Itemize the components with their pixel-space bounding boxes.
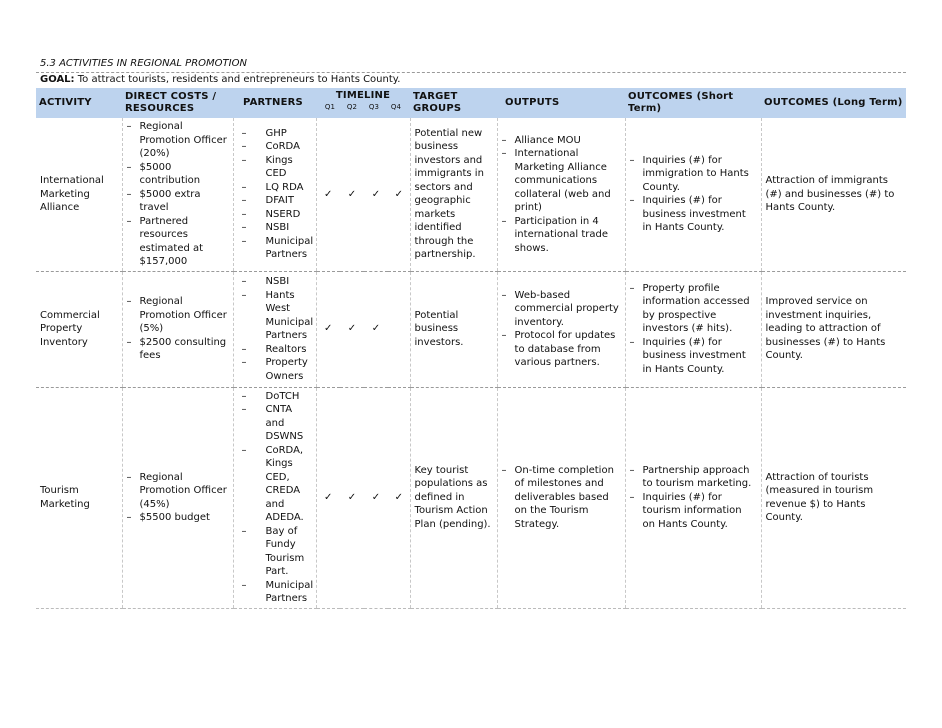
outcome-short-item: – Property profile information accessed by prospective investors (# hits). (630, 282, 757, 336)
partner-item: – NSERD (238, 208, 312, 222)
header-activity: ACTIVITY (36, 88, 122, 118)
cost-item: – $2500 consulting fees (127, 336, 229, 363)
partner-item: – CNTA and DSWNS (238, 403, 312, 444)
goal-divider (36, 72, 906, 73)
partners-cell (233, 387, 316, 608)
output-item: – On-time completion of milestones and deliverables based on the Tourism Strategy. (502, 464, 621, 532)
partner-item: – CoRDA, Kings CED, CREDA and ADEDA. (238, 444, 312, 525)
activity-cell: Commercial Property Inventory (36, 271, 122, 387)
timeline-q1-check (316, 118, 340, 271)
check-icon: ✓ (371, 188, 381, 200)
table-row (36, 271, 906, 387)
partner-item: – Property Owners (238, 356, 312, 383)
cost-item: – Partnered resources estimated at $157,000 (127, 215, 229, 269)
header-q2: Q2 (346, 103, 358, 111)
partner-item: – GHP (238, 127, 312, 141)
cost-item: – Regional Promotion Officer (45%) (127, 471, 229, 512)
check-icon: ✓ (394, 188, 403, 200)
header-timeline (316, 88, 410, 118)
outcomes-short-cell (625, 271, 761, 387)
partner-item: – LQ RDA (238, 181, 312, 195)
outcome-short-item: – Inquiries (#) for tourism information on Hants County. (630, 491, 757, 532)
cost-item: – $5500 budget (127, 511, 229, 525)
outcome-short-item: – Inquiries (#) for business investment in Hants County. (630, 336, 757, 377)
partner-item: – DFAIT (238, 194, 312, 208)
partner-item: – Bay of Fundy Tourism Part. (238, 525, 312, 579)
timeline-q1-check (316, 271, 340, 387)
check-icon: ✓ (347, 323, 357, 335)
output-item: – International Marketing Alliance communications collateral (web and print) (502, 147, 621, 215)
header-q3: Q3 (368, 103, 380, 111)
partner-item: – CoRDA (238, 140, 312, 154)
partner-item: – Hants West Municipal Partners (238, 289, 312, 343)
header-target-groups: TARGET GROUPS (410, 88, 497, 118)
target-groups-cell: Potential new business investors and immigrants in sectors and geographic markets identified through the partnership. (410, 118, 497, 271)
cost-item: – Regional Promotion Officer (5%) (127, 295, 229, 336)
timeline-q4-check (388, 118, 410, 271)
goal-label: GOAL: (40, 74, 75, 85)
timeline-q2-check (340, 271, 364, 387)
goal-statement (40, 74, 400, 85)
partner-item: – Realtors (238, 343, 312, 357)
outcomes-short-cell (625, 387, 761, 608)
header-partners: PARTNERS (233, 88, 316, 118)
cost-item: – Regional Promotion Officer (20%) (127, 120, 229, 161)
timeline-q4-check (388, 387, 410, 608)
header-q4: Q4 (390, 103, 402, 111)
check-icon: ✓ (371, 491, 381, 503)
activity-cell: International Marketing Alliance (36, 118, 122, 271)
output-item: – Protocol for updates to database from various partners. (502, 329, 621, 370)
header-outcomes-short: OUTCOMES (Short Term) (625, 88, 761, 118)
partners-cell (233, 271, 316, 387)
outcome-short-item: – Inquiries (#) for business investment in Hants County. (630, 194, 757, 235)
costs-cell (122, 118, 233, 271)
timeline-q2-check (340, 387, 364, 608)
header-q1: Q1 (324, 103, 336, 111)
timeline-q1-check (316, 387, 340, 608)
output-item: – Web-based commercial property inventory. (502, 289, 621, 330)
check-icon: ✓ (394, 491, 403, 503)
header-costs: DIRECT COSTS / RESOURCES (122, 88, 233, 118)
timeline-q3-check (364, 271, 388, 387)
header-row (36, 88, 906, 118)
check-icon: ✓ (324, 323, 333, 335)
partner-item: – Municipal Partners (238, 579, 312, 606)
partner-item: – Kings CED (238, 154, 312, 181)
cost-item: – $5000 extra travel (127, 188, 229, 215)
cost-item: – $5000 contribution (127, 161, 229, 188)
outputs-cell (497, 271, 625, 387)
goal-text: To attract tourists, residents and entrepreneurs to Hants County. (74, 74, 401, 85)
outcomes-long-cell: Attraction of immigrants (#) and businesses (#) to Hants County. (761, 118, 906, 271)
partner-item: – Municipal Partners (238, 235, 312, 262)
check-icon: ✓ (324, 491, 333, 503)
target-groups-cell: Key tourist populations as defined in Tourism Action Plan (pending). (410, 387, 497, 608)
check-icon: ✓ (347, 491, 357, 503)
outputs-cell (497, 387, 625, 608)
outcomes-long-cell: Improved service on investment inquiries, leading to attraction of businesses (#) to Hants County. (761, 271, 906, 387)
outputs-cell (497, 118, 625, 271)
outcome-short-item: – Inquiries (#) for immigration to Hants County. (630, 154, 757, 195)
costs-cell (122, 271, 233, 387)
timeline-q2-check (340, 118, 364, 271)
timeline-q4-check (388, 271, 410, 387)
target-groups-cell: Potential business investors. (410, 271, 497, 387)
table-row (36, 118, 906, 271)
check-icon: ✓ (347, 188, 357, 200)
outcomes-short-cell (625, 118, 761, 271)
partner-item: – DoTCH (238, 390, 312, 404)
partner-item: – NSBI (238, 221, 312, 235)
activities-table (36, 88, 906, 609)
activity-cell: Tourism Marketing (36, 387, 122, 608)
timeline-q3-check (364, 387, 388, 608)
header-outcomes-long: OUTCOMES (Long Term) (761, 88, 906, 118)
output-item: – Alliance MOU (502, 134, 621, 148)
partners-cell (233, 118, 316, 271)
partner-item: – NSBI (238, 275, 312, 289)
timeline-q3-check (364, 118, 388, 271)
outcomes-long-cell: Attraction of tourists (measured in tourism revenue $) to Hants County. (761, 387, 906, 608)
check-icon: ✓ (371, 323, 381, 335)
table-row (36, 387, 906, 608)
outcome-short-item: – Partnership approach to tourism marketing. (630, 464, 757, 491)
check-icon: ✓ (324, 188, 333, 200)
header-outputs: OUTPUTS (497, 88, 625, 118)
section-title: 5.3 ACTIVITIES IN REGIONAL PROMOTION (40, 58, 247, 69)
output-item: – Participation in 4 international trade shows. (502, 215, 621, 256)
costs-cell (122, 387, 233, 608)
header-timeline-label: TIMELINE (335, 90, 391, 101)
